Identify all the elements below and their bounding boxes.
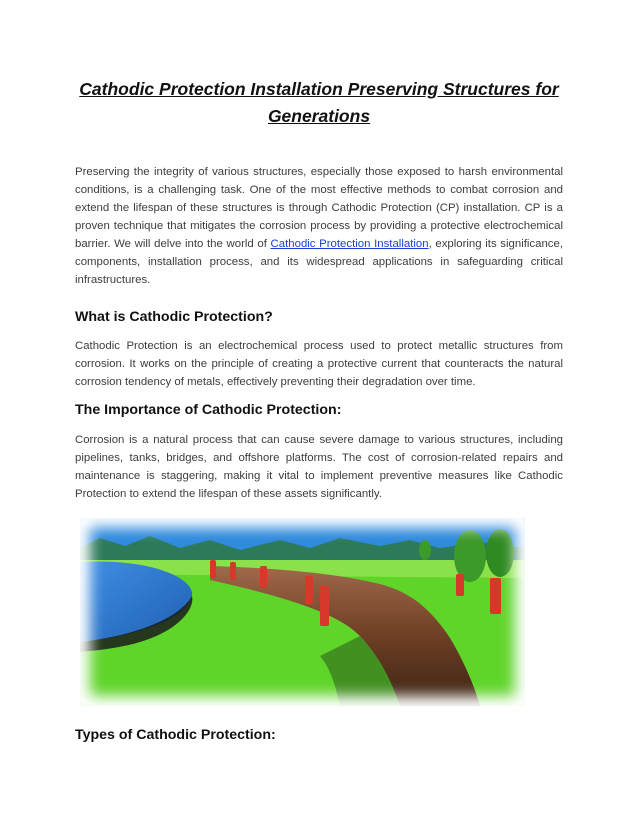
tree-3 <box>419 540 431 560</box>
tree-2 <box>486 529 514 577</box>
pipeline-scene <box>80 518 525 706</box>
cathodic-protection-installation-link[interactable]: Cathodic Protection Installation <box>270 238 429 250</box>
section-heading-what-is: What is Cathodic Protection? <box>75 309 273 325</box>
intro-paragraph <box>75 163 563 289</box>
section-body-importance: Corrosion is a natural process that can cause severe damage to various structures, including pipelines, tanks, bridges, and offshore platforms. The cost of corrosion-related repairs and maintenance is staggering, making it vital to implement preventive measures like Cathodic Protection to extend the lifespan of these assets significantly. <box>75 434 563 500</box>
section-body-what-is: Cathodic Protection is an electrochemical process used to protect metallic structures from corrosion. It works on the principle of creating a protective current that counteracts the natural corrosion tendency of metals, effectively preventing their degradation over time. <box>75 340 563 388</box>
intro-text-after: , exploring its significance, components, installation process, and its widespread applications in safeguarding critical infrastructures. <box>75 238 563 286</box>
pipeline-illustration <box>80 518 525 706</box>
document-title: Cathodic Protection Installation Preserving Structures for Generations <box>79 79 559 126</box>
section-heading-importance: The Importance of Cathodic Protection: <box>75 402 342 418</box>
section-heading-types: Types of Cathodic Protection: <box>75 727 276 743</box>
intro-text-before: Preserving the integrity of various structures, especially those exposed to harsh environmental conditions, is a challenging task. One of the most effective methods to combat corrosion and extend the lifespan of these structures is through Cathodic Protection (CP) installation. CP is a proven technique that mitigates the corrosion process by providing a protective electrochemical barrier. We will delve into the world of <box>75 166 563 250</box>
